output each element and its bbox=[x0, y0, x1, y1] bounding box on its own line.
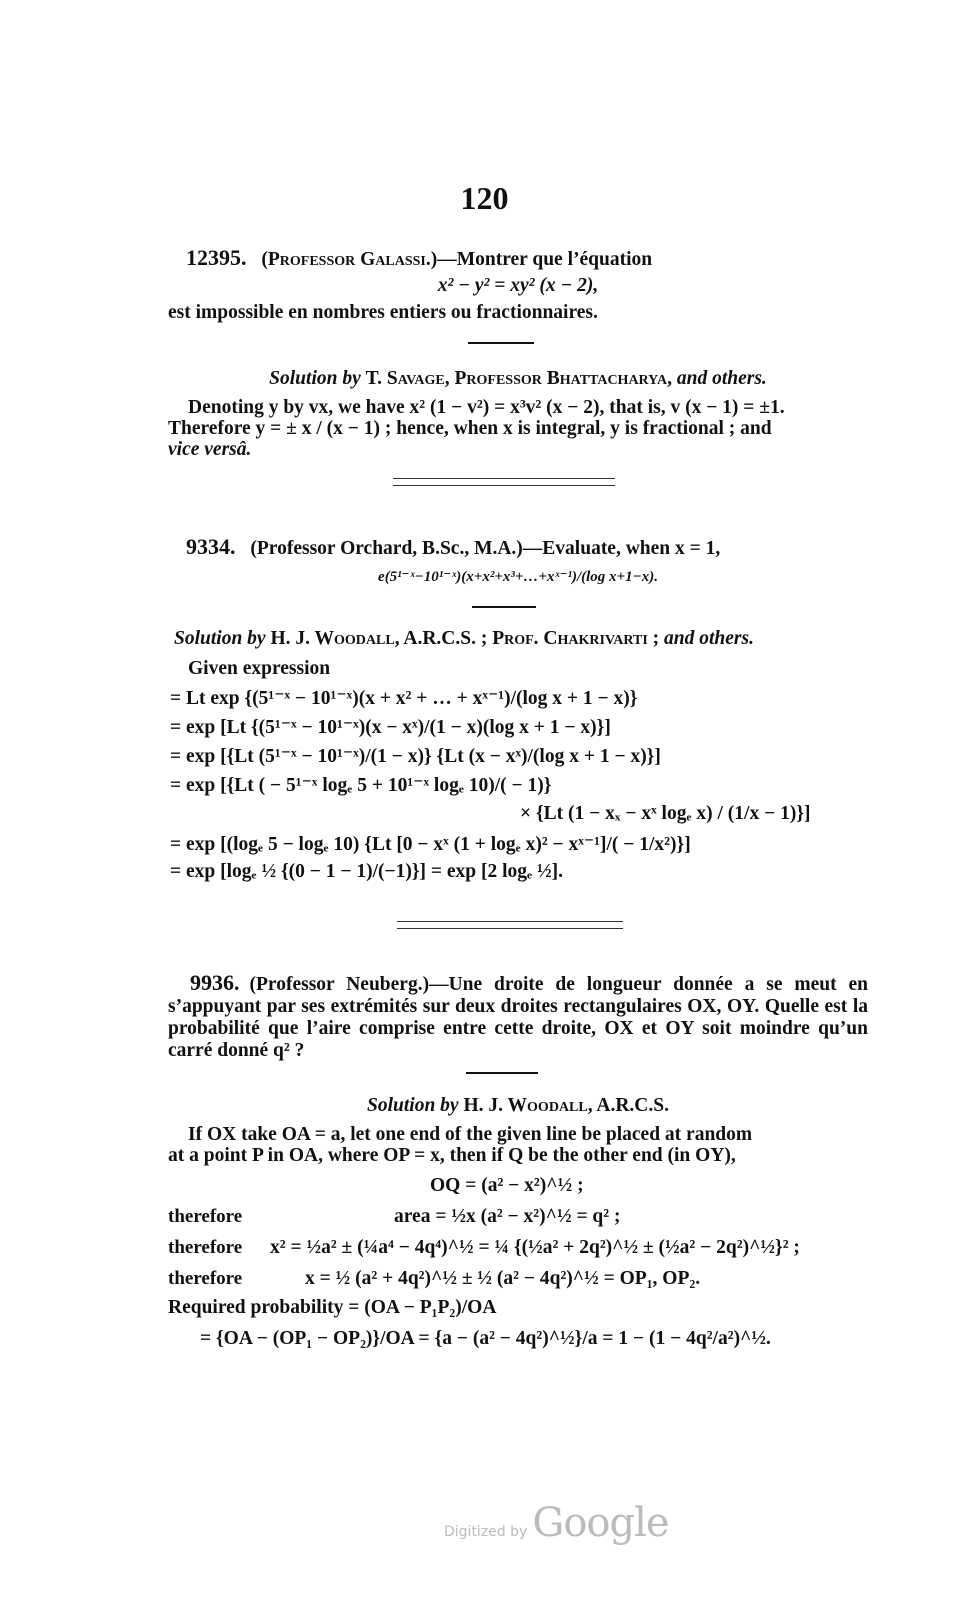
problem-statement: est impossible en nombres entiers ou fractionnaires. bbox=[168, 302, 598, 323]
problem-number: 9334. bbox=[186, 534, 236, 559]
solvers-tail: and others. bbox=[676, 368, 767, 389]
problem-expression: e(5¹⁻ˣ−10¹⁻ˣ)(x+x²+x³+…+xˣ⁻¹)/(log x+1−x). bbox=[378, 569, 658, 585]
section-divider bbox=[397, 921, 623, 929]
solution-line: at a point P in OA, where OP = x, then if Q be the other end (in OY), bbox=[168, 1145, 736, 1166]
therefore-label: therefore bbox=[168, 1237, 243, 1258]
equation-x-squared: x² = ½a² ± (¼a⁴ − 4q⁴)^½ = ¼ {(½a² + 2q²)^½ ± (½a² − 2q²)^½}² ; bbox=[270, 1237, 800, 1258]
solvers-tail: and others. bbox=[664, 628, 754, 649]
problem-heading: (Professor Orchard, B.Sc., M.A.)—Evaluate, when x = 1, bbox=[250, 538, 721, 559]
solution-line: vice versâ. bbox=[168, 439, 252, 460]
equation-oq: OQ = (a² − x²)^½ ; bbox=[430, 1175, 584, 1196]
final-equation: = {OA − (OP₁ − OP₂)}/OA = {a − (a² − 4q²)^½}/a = 1 − (1 − 4q²/a²)^½. bbox=[200, 1328, 771, 1349]
problem-9334-heading bbox=[168, 536, 868, 560]
problem-statement: (Professor Neuberg.)—Une droite de longueur donnée a se meut en s’appuyant par ses extrémités sur deux droites rectangulaires OX, OY. Quelle est la probabilité que l’aire comprise entre cette droite, OX et OY soit moindre qu’un carré donné q² ? bbox=[168, 974, 868, 1061]
solution-heading bbox=[168, 1095, 868, 1117]
problem-12395-heading bbox=[168, 247, 868, 271]
derivation-line: = exp [(logₑ 5 − logₑ 10) {Lt [0 − xˣ (1 + logₑ x)² − xˣ⁻¹]/( − 1/x²)}] bbox=[170, 834, 691, 855]
short-rule bbox=[466, 1072, 538, 1074]
derivation-line: × {Lt (1 − xₓ − xˣ logₑ x) / (1/x − 1)}] bbox=[520, 803, 811, 824]
derivation-line: = Lt exp {(5¹⁻ˣ − 10¹⁻ˣ)(x + x² + … + xˣ⁻¹)/(log x + 1 − x)} bbox=[170, 688, 638, 709]
therefore-label: therefore bbox=[168, 1206, 243, 1227]
problem-number: 12395. bbox=[186, 245, 247, 270]
solution-line: Therefore y = ± x / (x − 1) ; hence, when x is integral, y is fractional ; and bbox=[168, 418, 772, 439]
google-logo: Google bbox=[532, 1500, 669, 1546]
problem-equation: x² − y² = xy² (x − 2), bbox=[437, 275, 599, 296]
given-expression: Given expression bbox=[188, 658, 331, 679]
solution-line: Denoting y by vx, we have x² (1 − v²) = x³v² (x − 2), that is, v (x − 1) = ±1. bbox=[188, 397, 785, 418]
solvers: T. Savage, Professor Bhattacharya, bbox=[365, 368, 672, 389]
short-rule bbox=[468, 342, 534, 344]
page-number: 120 bbox=[460, 180, 509, 216]
derivation-line: = exp [logₑ ½ {(0 − 1 − 1)/(−1)}] = exp [2 logₑ ½]. bbox=[170, 861, 563, 882]
problem-9936-statement bbox=[168, 972, 868, 1062]
derivation-line: = exp [{Lt ( − 5¹⁻ˣ logₑ 5 + 10¹⁻ˣ logₑ 10)/( − 1)} bbox=[170, 775, 552, 796]
section-divider bbox=[393, 478, 615, 486]
digitized-watermark bbox=[444, 1500, 669, 1546]
solvers: H. J. Woodall, A.R.C.S. ; Prof. Chakrivarti ; bbox=[270, 628, 660, 649]
required-probability: Required probability = (OA − P₁P₂)/OA bbox=[168, 1297, 497, 1318]
problem-number: 9936. bbox=[190, 970, 240, 995]
derivation-line: = exp [{Lt (5¹⁻ˣ − 10¹⁻ˣ)/(1 − x)} {Lt (x − xˣ)/(log x + 1 − x)}] bbox=[170, 746, 661, 767]
solution-heading bbox=[168, 628, 868, 650]
solvers: H. J. Woodall, A.R.C.S. bbox=[463, 1095, 669, 1116]
equation-x: x = ½ (a² + 4q²)^½ ± ½ (a² − 4q²)^½ = OP₁, OP₂. bbox=[305, 1268, 701, 1289]
derivation-line: = exp [Lt {(5¹⁻ˣ − 10¹⁻ˣ)(x − xˣ)/(1 − x)(log x + 1 − x)}] bbox=[170, 717, 611, 738]
solution-heading bbox=[168, 368, 868, 390]
solution-label: Solution by bbox=[367, 1095, 459, 1116]
solution-line: If OX take OA = a, let one end of the given line be placed at random bbox=[188, 1124, 753, 1145]
watermark-small: Digitized by bbox=[444, 1524, 528, 1540]
therefore-label: therefore bbox=[168, 1268, 243, 1289]
solution-label: Solution by bbox=[269, 368, 361, 389]
problem-heading: —Montrer que l’équation bbox=[437, 249, 653, 270]
problem-author: (Professor Galassi.) bbox=[261, 249, 438, 270]
short-rule bbox=[472, 606, 536, 608]
equation-area: area = ½x (a² − x²)^½ = q² ; bbox=[394, 1206, 621, 1227]
solution-label: Solution by bbox=[174, 628, 266, 649]
